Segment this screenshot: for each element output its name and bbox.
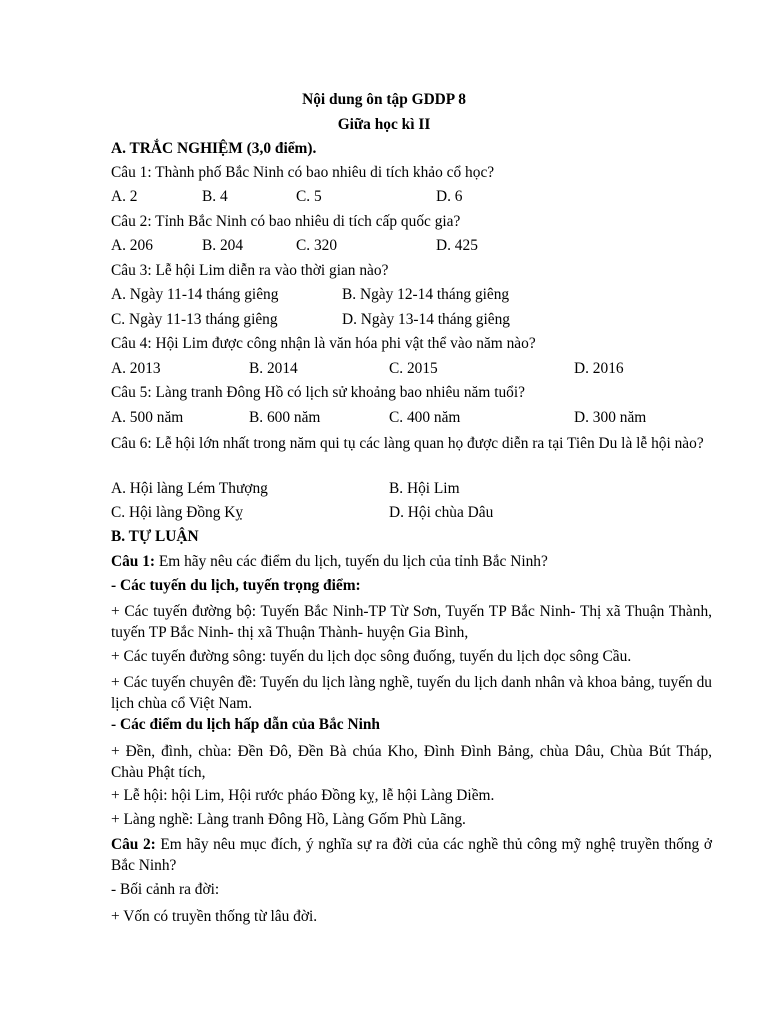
option-a: A. 206 bbox=[111, 237, 153, 254]
essay-1-road-routes: + Các tuyến đường bộ: Tuyến Bắc Ninh-TP Từ Sơn, Tuyến TP Bắc Ninh- Thị xã Thuận Thành, tuyến TP Bắc Ninh- thị xã Thuận Thành- huyện Gia Bình, bbox=[111, 603, 712, 641]
section-b-heading: B. TỰ LUẬN bbox=[111, 528, 199, 545]
question-1: Câu 1: Thành phố Bắc Ninh có bao nhiêu di tích khảo cổ học? bbox=[111, 164, 495, 181]
essay-1-topic-routes: + Các tuyến chuyên đề: Tuyến du lịch làng nghề, tuyến du lịch danh nhân và khoa bảng, tuyến du lịch chùa cổ Việt Nam. bbox=[111, 674, 712, 712]
option-c: C. 400 năm bbox=[389, 409, 461, 426]
essay-2-context: - Bối cảnh ra đời: bbox=[111, 881, 220, 898]
option-b: B. Hội Lim bbox=[389, 480, 460, 497]
essay-question-1 bbox=[111, 553, 712, 571]
essay-1-heading-attractions: - Các điểm du lịch hấp dẫn của Bắc Ninh bbox=[111, 716, 380, 733]
essay-question-2 bbox=[111, 834, 712, 876]
option-b: B. 600 năm bbox=[249, 409, 321, 426]
option-d: D. Hội chùa Dâu bbox=[389, 504, 494, 521]
document-title: Nội dung ôn tập GDDP 8 bbox=[302, 91, 466, 108]
question-3: Câu 3: Lễ hội Lim diễn ra vào thời gian nào? bbox=[111, 262, 389, 279]
essay-1-text: Em hãy nêu các điểm du lịch, tuyến du lịch của tỉnh Bắc Ninh? bbox=[155, 553, 548, 570]
option-c: C. Hội làng Đồng Kỵ bbox=[111, 504, 244, 521]
option-a: A. 500 năm bbox=[111, 409, 184, 426]
essay-2-text: Em hãy nêu mục đích, ý nghĩa sự ra đời của các nghề thủ công mỹ nghệ truyền thống ở Bắc Ninh? bbox=[111, 836, 712, 874]
question-5: Câu 5: Làng tranh Đông Hồ có lịch sử khoảng bao nhiêu năm tuổi? bbox=[111, 384, 525, 401]
question-2: Câu 2: Tỉnh Bắc Ninh có bao nhiêu di tích cấp quốc gia? bbox=[111, 213, 461, 230]
essay-2-label: Câu 2: bbox=[111, 836, 156, 853]
essay-1-temples: + Đền, đình, chùa: Đền Đô, Đền Bà chúa Kho, Đình Đình Bảng, chùa Dâu, Chùa Bút Tháp, Chàu Phật tích, bbox=[111, 743, 712, 781]
essay-1-festivals: + Lễ hội: hội Lim, Hội rước pháo Đồng kỵ, lễ hội Làng Diềm. bbox=[111, 787, 495, 804]
section-a-heading: A. TRẮC NGHIỆM (3,0 điểm). bbox=[111, 140, 317, 157]
option-a: A. Hội làng Lém Thượng bbox=[111, 480, 268, 497]
option-d: D. 300 năm bbox=[574, 409, 647, 426]
option-b: B. 4 bbox=[202, 188, 228, 205]
option-d: D. 6 bbox=[436, 188, 463, 205]
essay-1-label: Câu 1: bbox=[111, 553, 156, 570]
document-subtitle: Giữa học kì II bbox=[337, 116, 431, 133]
essay-1-craft-villages: + Làng nghề: Làng tranh Đông Hồ, Làng Gốm Phù Lãng. bbox=[111, 811, 466, 828]
option-b: B. Ngày 12-14 tháng giêng bbox=[342, 286, 510, 303]
option-c: C. 2015 bbox=[389, 360, 438, 377]
option-d: D. 425 bbox=[436, 237, 478, 254]
option-c: C. 320 bbox=[296, 237, 338, 254]
question-4: Câu 4: Hội Lim được công nhận là văn hóa phi vật thể vào năm nào? bbox=[111, 335, 536, 352]
essay-1-heading-routes: - Các tuyến du lịch, tuyến trọng điểm: bbox=[111, 577, 361, 594]
option-b: B. 2014 bbox=[249, 360, 298, 377]
essay-2-tradition: + Vốn có truyền thống từ lâu đời. bbox=[111, 908, 318, 925]
option-c: C. 5 bbox=[296, 188, 322, 205]
question-6: Câu 6: Lễ hội lớn nhất trong năm qui tụ các làng quan họ được diễn ra tại Tiên Du là lễ hội nào? bbox=[111, 435, 704, 452]
option-a: A. 2013 bbox=[111, 360, 161, 377]
option-b: B. 204 bbox=[202, 237, 244, 254]
option-d: D. Ngày 13-14 tháng giêng bbox=[342, 311, 510, 328]
essay-1-river-routes: + Các tuyến đường sông: tuyến du lịch dọc sông đuống, tuyến du lịch dọc sông Cầu. bbox=[111, 648, 632, 665]
option-a: A. Ngày 11-14 tháng giêng bbox=[111, 286, 279, 303]
option-d: D. 2016 bbox=[574, 360, 624, 377]
option-a: A. 2 bbox=[111, 188, 138, 205]
option-c: C. Ngày 11-13 tháng giêng bbox=[111, 311, 278, 328]
